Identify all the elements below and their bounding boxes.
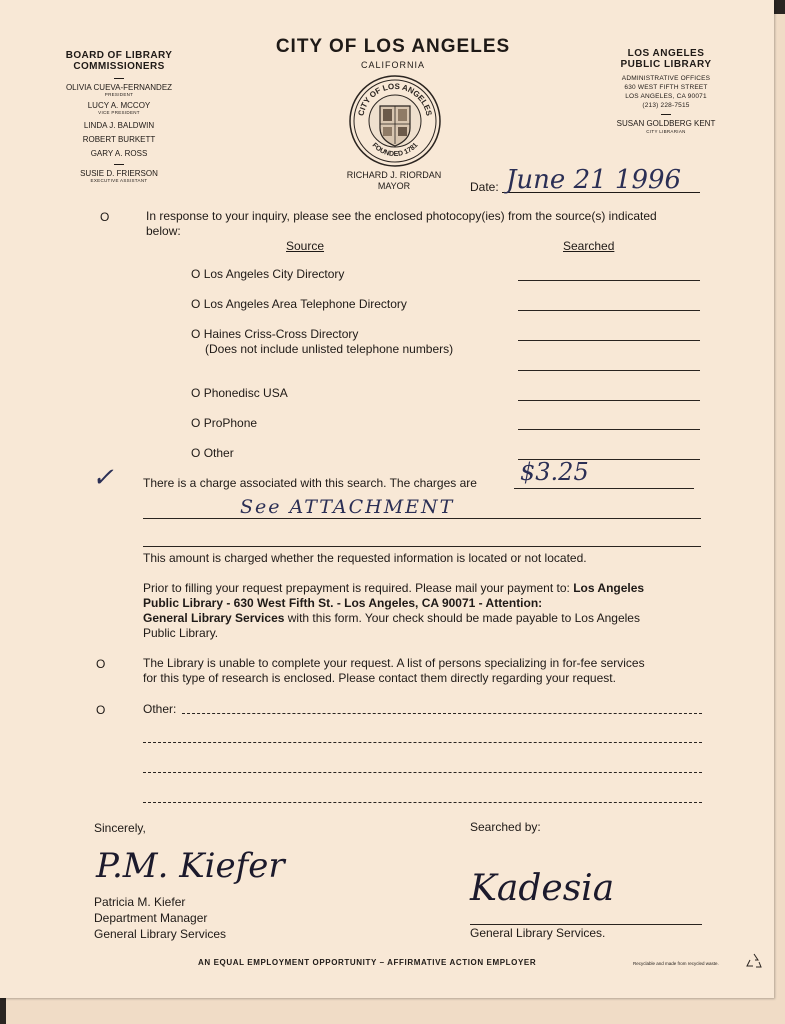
prepay-line1 <box>143 581 713 596</box>
other-label: Other: <box>143 702 177 716</box>
member-role: PRESIDENT <box>104 92 134 97</box>
librarian-name: SUSAN GOLDBERG KENT <box>616 119 716 128</box>
searched-line <box>518 340 700 341</box>
charge-line <box>143 546 701 547</box>
library-block <box>596 48 736 135</box>
divider <box>114 164 124 165</box>
date-handwriting <box>504 156 704 194</box>
searcher-signature: Kadesia <box>470 868 615 909</box>
charge-amount-line <box>514 488 694 489</box>
recycled-note: Recyclable and made from recycled waste. <box>633 961 719 966</box>
source-bullet: O <box>191 297 201 311</box>
searcher-dept: General Library Services. <box>470 926 606 940</box>
board-of-commissioners <box>40 50 198 184</box>
source-row <box>191 386 288 401</box>
inquiry-line1: In response to your inquiry, please see the enclosed photocopy(ies) from the source(s) indicated <box>146 209 657 223</box>
member-name: LUCY A. MCCOY <box>87 101 151 110</box>
source-row <box>191 446 234 461</box>
charge-amount: $3.25 <box>520 458 589 486</box>
charge-line <box>143 518 701 519</box>
prepay-bold: Los Angeles <box>573 581 645 595</box>
source-bullet: O <box>191 327 201 341</box>
prepay-paragraph <box>143 581 713 641</box>
searched-line <box>518 400 700 401</box>
other-line <box>143 742 702 743</box>
eeo-footer: AN EQUAL EMPLOYMENT OPPORTUNITY – AFFIRMATIVE ACTION EMPLOYER <box>198 958 537 967</box>
librarian-title: CITY LIBRARIAN <box>646 129 686 134</box>
admin-street: 630 WEST FIFTH STREET <box>624 84 708 91</box>
inquiry-text <box>146 209 706 239</box>
charge-check-icon: ✓ <box>92 462 114 492</box>
searched-line <box>518 280 700 281</box>
source-bullet: O <box>191 267 201 281</box>
source-label: Los Angeles Area Telephone Directory <box>203 297 407 311</box>
amount-note: This amount is charged whether the requested information is located or not located. <box>143 551 587 565</box>
searched-header: Searched <box>563 239 615 253</box>
library-title-line2: PUBLIC LIBRARY <box>620 59 712 70</box>
source-row <box>191 297 407 312</box>
board-title-line1: BOARD OF LIBRARY <box>65 50 173 61</box>
searched-line <box>518 370 700 371</box>
searched-line <box>518 310 700 311</box>
seal-top-text: CITY OF LOS ANGELES <box>356 81 434 117</box>
other-line <box>182 713 702 714</box>
member-name: OLIVIA CUEVA-FERNANDEZ <box>65 83 173 92</box>
member-role: EXECUTIVE ASSISTANT <box>90 178 148 183</box>
searched-line <box>518 429 700 430</box>
divider <box>661 114 671 115</box>
source-row <box>191 327 358 342</box>
library-title-line1: LOS ANGELES <box>627 48 705 59</box>
divider <box>114 78 124 79</box>
prepay-text: Prior to filling your request prepayment is required. Please mail your payment to: <box>143 581 574 595</box>
date-label: Date: <box>470 180 499 194</box>
admin-address <box>596 74 736 110</box>
city-seal-icon <box>348 74 442 168</box>
haines-note: (Does not include unlisted telephone numbers) <box>205 342 454 356</box>
option-bullet: O <box>96 657 106 671</box>
prepay-text: with this form. Your check should be made payable to Los Angeles <box>284 611 640 625</box>
source-label: Phonedisc USA <box>203 386 288 400</box>
board-title-line2: COMMISSIONERS <box>73 61 165 72</box>
city-subtitle: CALIFORNIA <box>360 60 425 70</box>
member-name: SUSIE D. FRIERSON <box>80 169 158 178</box>
source-label: Haines Criss-Cross Directory <box>203 327 359 341</box>
source-row <box>191 416 257 431</box>
signer-block <box>94 894 226 942</box>
member-name: GARY A. ROSS <box>90 149 148 158</box>
source-bullet: O <box>191 446 201 460</box>
admin-city: LOS ANGELES, CA 90071 <box>625 93 707 100</box>
searched-by-label: Searched by: <box>470 820 541 834</box>
recycle-icon <box>745 952 763 970</box>
charge-text: There is a charge associated with this search. The charges are <box>143 476 477 490</box>
source-label: Los Angeles City Directory <box>203 267 345 281</box>
admin-offices: ADMINISTRATIVE OFFICES <box>621 75 711 82</box>
mayor-title: MAYOR <box>377 181 411 191</box>
option-bullet: O <box>96 703 106 717</box>
seal-bottom-text: FOUNDED 1781 <box>370 141 420 159</box>
kiefer-signature: P.M. Kiefer <box>96 846 285 886</box>
mayor-block <box>314 170 474 192</box>
source-bullet: O <box>191 416 201 430</box>
signer-dept: General Library Services <box>94 927 227 941</box>
prepay-line2: Public Library - 630 West Fifth St. - Los Angeles, CA 90071 - Attention: <box>143 596 543 610</box>
source-row <box>191 267 344 282</box>
signer-name: Patricia M. Kiefer <box>94 895 186 909</box>
handwritten-date: June 21 1996 <box>506 165 682 194</box>
inquiry-line2: below: <box>146 224 181 238</box>
member-name: ROBERT BURKETT <box>82 135 156 144</box>
unable-line2: for this type of research is enclosed. Please contact them directly regarding your request. <box>143 671 616 685</box>
source-label: ProPhone <box>203 416 258 430</box>
attachment-note: See ATTACHMENT <box>240 496 455 518</box>
member-role: VICE PRESIDENT <box>98 110 140 115</box>
searcher-line <box>470 924 702 925</box>
admin-phone: (213) 228-7515 <box>642 102 690 109</box>
option-bullet: O <box>100 210 110 224</box>
mayor-name: RICHARD J. RIORDAN <box>346 170 442 180</box>
source-label: Other <box>203 446 234 460</box>
prepay-line4: Public Library. <box>143 626 219 640</box>
other-line <box>143 772 702 773</box>
signer-title: Department Manager <box>94 911 208 925</box>
prepay-bold: General Library Services <box>143 611 285 625</box>
member-name: LINDA J. BALDWIN <box>83 121 155 130</box>
prepay-line3 <box>143 611 713 626</box>
sincerely: Sincerely, <box>94 821 146 835</box>
unable-text <box>143 656 713 686</box>
city-title: CITY OF LOS ANGELES <box>275 36 511 57</box>
other-line <box>143 802 702 803</box>
source-header: Source <box>286 239 325 253</box>
unable-line1: The Library is unable to complete your request. A list of persons specializing in for-fee services <box>143 656 645 670</box>
source-bullet: O <box>191 386 201 400</box>
